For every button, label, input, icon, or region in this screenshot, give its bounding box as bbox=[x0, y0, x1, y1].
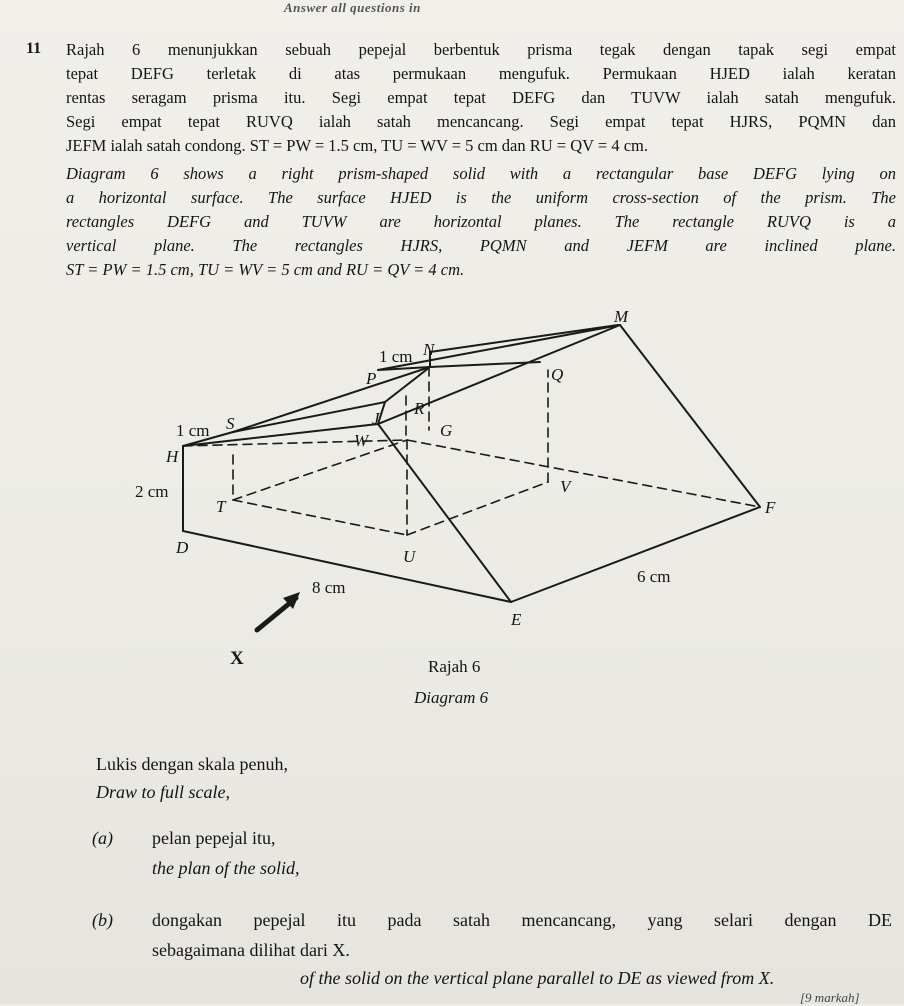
part-b-label: (b) bbox=[92, 910, 113, 930]
dim-top-1cm: 1 cm bbox=[379, 347, 413, 366]
part-a-malay: pelan pepejal itu, bbox=[152, 828, 276, 848]
diagram-caption-malay: Rajah 6 bbox=[428, 657, 481, 676]
dim-base-6cm: 6 cm bbox=[637, 567, 671, 586]
english-line-2: a horizontal surface. The surface HJED is the uniform cross-section of the prism. The bbox=[66, 188, 896, 207]
label-E: E bbox=[511, 610, 522, 629]
label-U: U bbox=[403, 547, 416, 566]
malay-line-4: Segi empat tepat RUVQ ialah satah mencancang. Segi empat tepat HJRS, PQMN dan bbox=[66, 112, 896, 131]
label-D: D bbox=[176, 538, 189, 557]
english-line-4: vertical plane. The rectangles HJRS, PQMN and JEFM are inclined plane. bbox=[66, 236, 896, 255]
label-T: T bbox=[216, 497, 226, 516]
part-b-english: of the solid on the vertical plane parallel to DE as viewed from X. bbox=[300, 968, 775, 988]
part-a-label: (a) bbox=[92, 828, 113, 848]
label-Q: Q bbox=[551, 365, 564, 384]
malay-line-5: JEFM ialah satah condong. ST = PW = 1.5 cm, TU = WV = 5 cm dan RU = QV = 4 cm. bbox=[66, 136, 648, 155]
edge-S-to-PN bbox=[233, 367, 430, 432]
marks-label: [9 markah] bbox=[800, 990, 860, 1005]
view-label-X: X bbox=[230, 648, 244, 669]
label-S: S bbox=[226, 414, 235, 433]
english-line-3: rectangles DEFG and TUVW are horizontal planes. The rectangle RUVQ is a bbox=[66, 212, 896, 231]
edge-JE bbox=[378, 424, 511, 602]
label-W: W bbox=[354, 431, 369, 450]
part-b-malay-line1: dongakan pepejal itu pada satah mencancang, yang selari dengan DE bbox=[152, 910, 892, 930]
instruction-malay: Lukis dengan skala penuh, bbox=[96, 754, 288, 774]
instruction-english: Draw to full scale, bbox=[96, 782, 230, 802]
part-a-english: the plan of the solid, bbox=[152, 858, 300, 878]
english-line-1: Diagram 6 shows a right prism-shaped solid with a rectangular base DEFG lying on bbox=[66, 164, 896, 183]
hidden-TU bbox=[233, 500, 407, 535]
edge-NM bbox=[430, 325, 618, 352]
label-F: F bbox=[765, 498, 776, 517]
dim-left-2cm: 2 cm bbox=[135, 482, 169, 501]
page-header: Answer all questions in bbox=[284, 0, 421, 15]
diagram-caption-english: Diagram 6 bbox=[414, 688, 489, 707]
question-number: 11 bbox=[26, 40, 42, 57]
hidden-TW bbox=[233, 440, 407, 500]
hidden-GF bbox=[407, 440, 760, 507]
malay-line-1: Rajah 6 menunjukkan sebuah pepejal berbentuk prisma tegak dengan tapak segi empat bbox=[66, 40, 896, 59]
malay-line-2: tepat DEFG terletak di atas permukaan mengufuk. Permukaan HJED ialah keratan bbox=[66, 64, 896, 83]
edge-RP-side bbox=[385, 367, 430, 402]
label-M: M bbox=[614, 307, 629, 326]
label-G: G bbox=[440, 421, 453, 440]
label-J: J bbox=[372, 409, 380, 428]
label-P: P bbox=[366, 369, 377, 388]
label-R: R bbox=[414, 399, 425, 418]
part-b-malay-line2: sebagaimana dilihat dari X. bbox=[152, 940, 350, 960]
malay-line-3: rentas seragam prisma itu. Segi empat tepat DEFG dan TUVW ialah satah mengufuk. bbox=[66, 88, 896, 107]
edge-DE bbox=[183, 531, 511, 602]
dim-base-8cm: 8 cm bbox=[312, 578, 346, 597]
label-N: N bbox=[423, 340, 435, 359]
edge-MF bbox=[620, 325, 760, 507]
english-line-5: ST = PW = 1.5 cm, TU = WV = 5 cm and RU = QV = 4 cm. bbox=[66, 260, 465, 279]
label-V: V bbox=[560, 477, 571, 496]
label-H: H bbox=[166, 447, 179, 466]
edge-EF bbox=[511, 507, 760, 602]
dim-left-1cm: 1 cm bbox=[176, 421, 210, 440]
